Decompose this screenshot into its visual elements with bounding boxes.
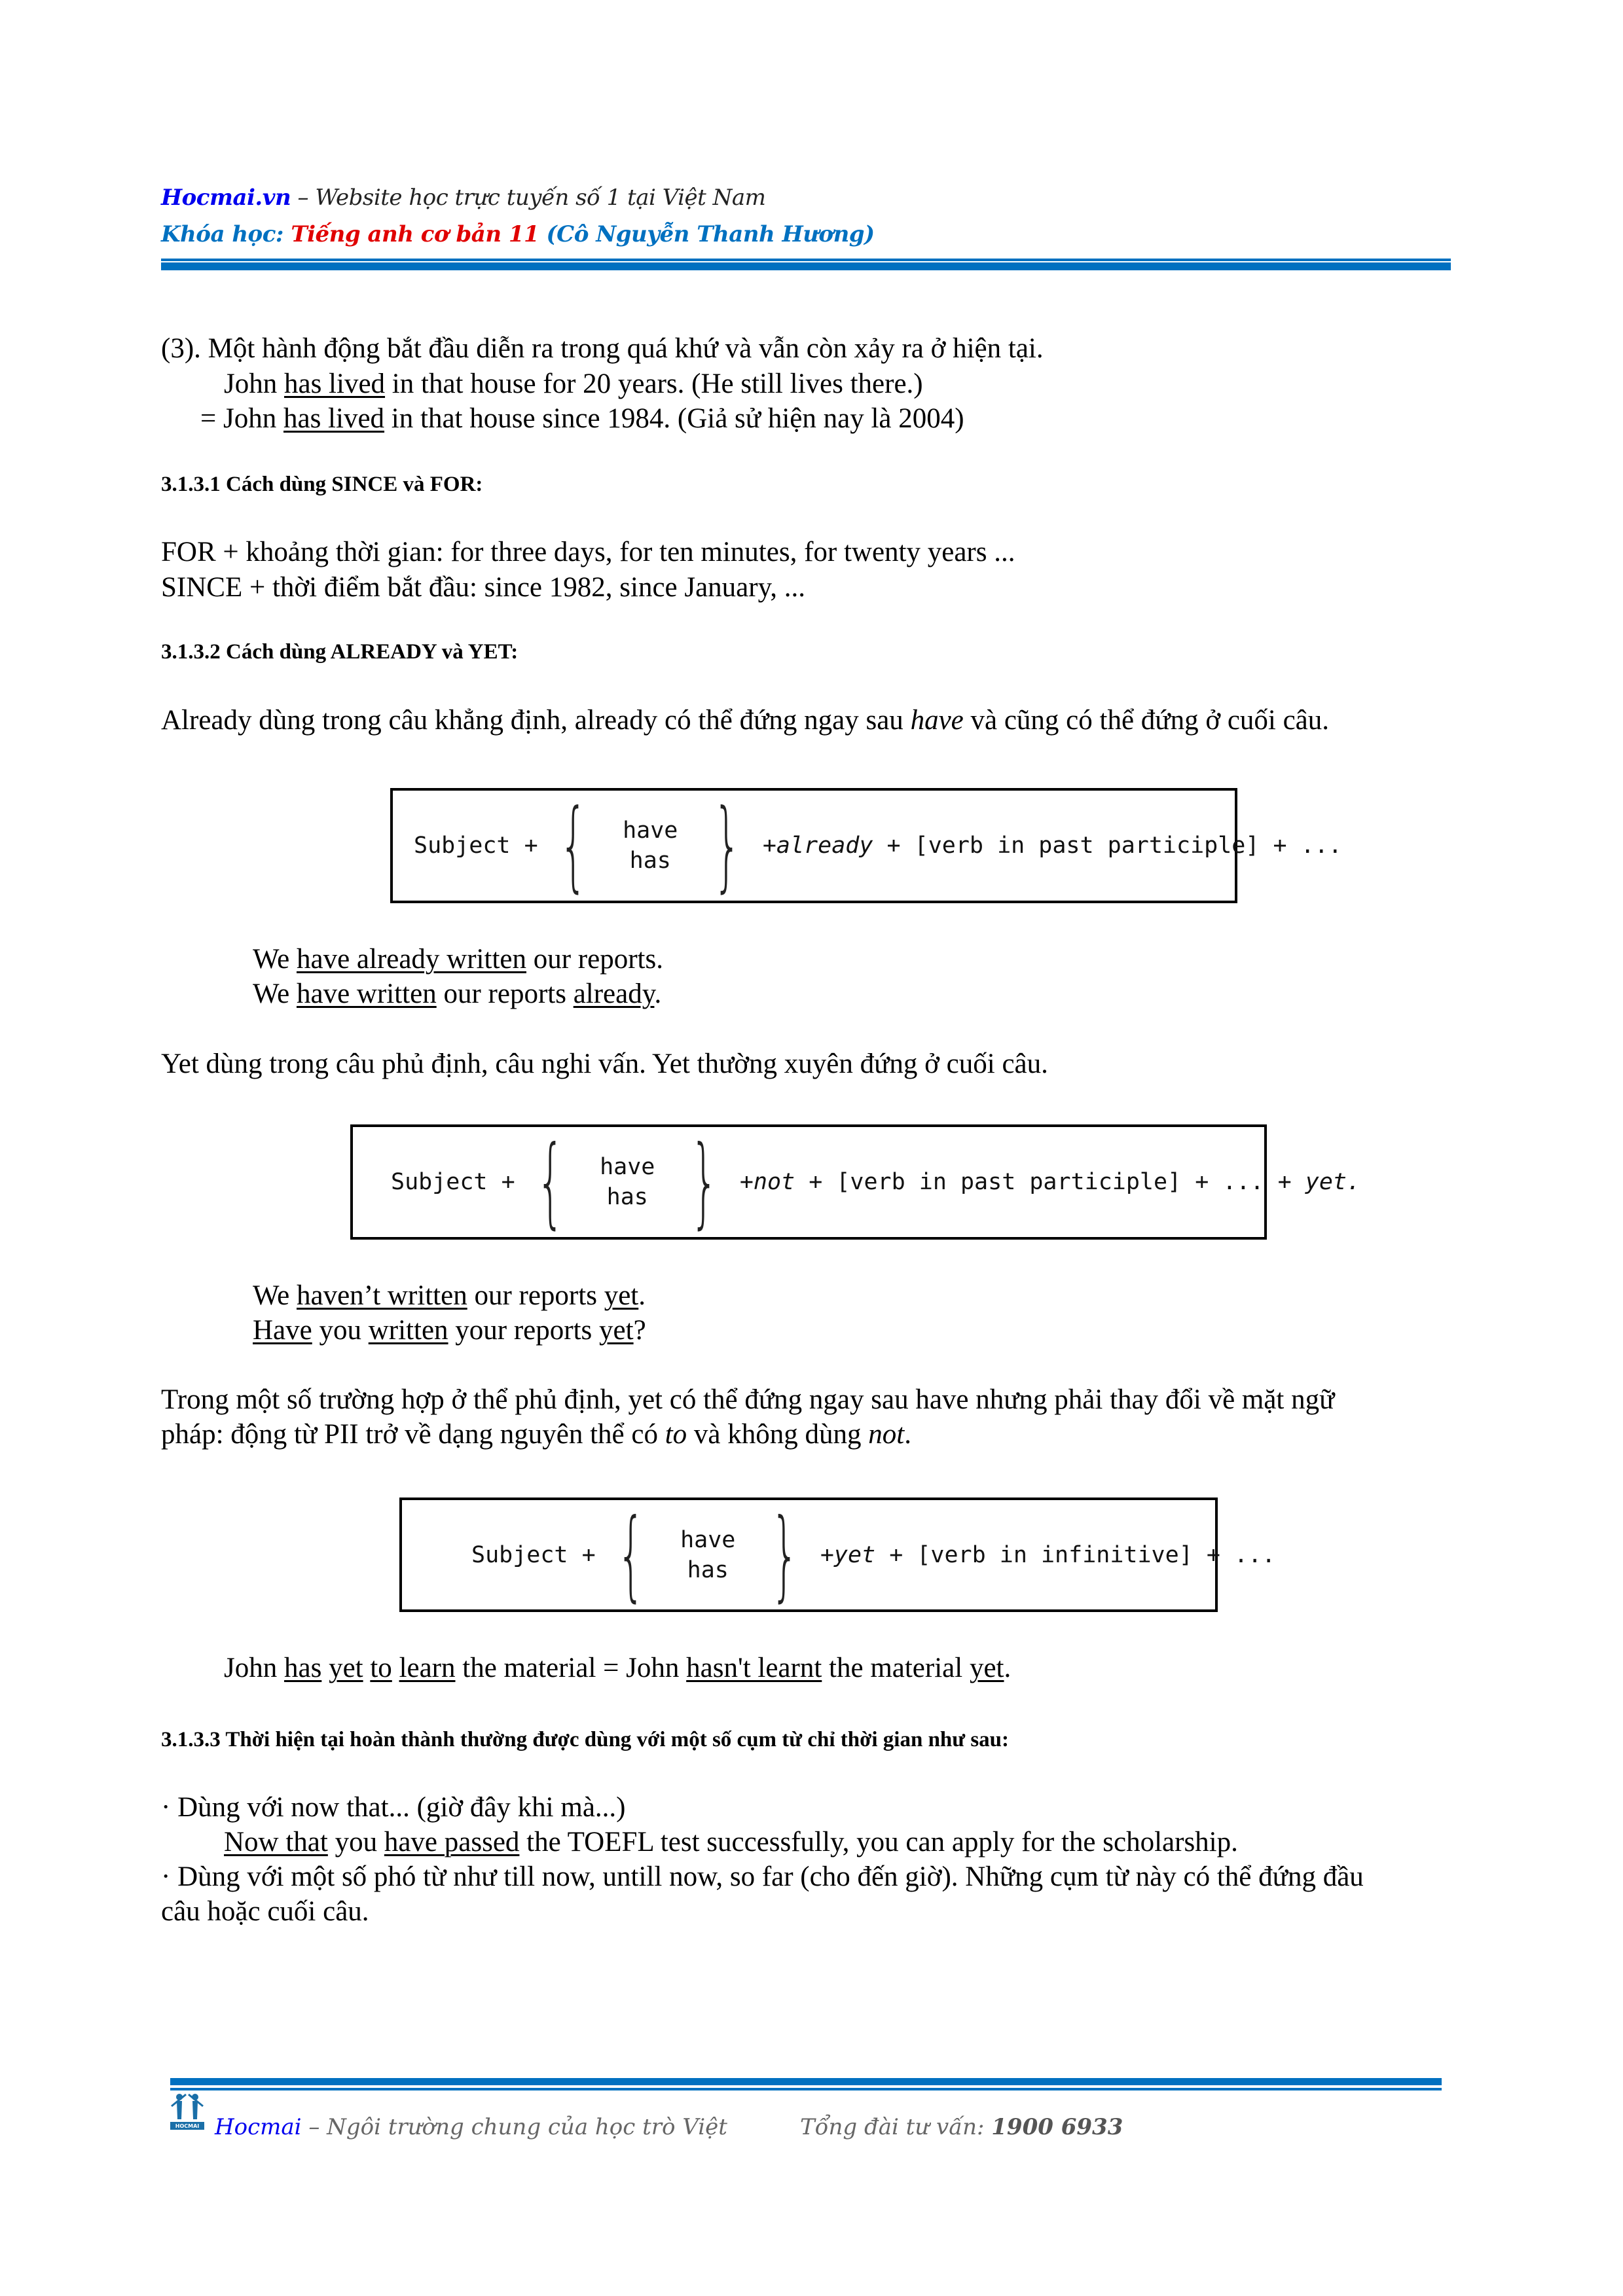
right-brace-icon: } bbox=[713, 789, 742, 903]
aux-has: has bbox=[687, 1556, 729, 1583]
text: . bbox=[654, 978, 662, 1009]
text: the material = John bbox=[455, 1653, 687, 1683]
underlined-word: yet bbox=[969, 1653, 1004, 1683]
footer-hotline bbox=[800, 2114, 1123, 2140]
hocmai-logo-icon bbox=[170, 2092, 204, 2130]
text: our reports. bbox=[526, 944, 663, 975]
yet-example-2 bbox=[253, 1314, 646, 1348]
underlined-word: already bbox=[573, 978, 655, 1009]
bullet-adverbs-line-2: câu hoặc cuối câu. bbox=[161, 1896, 369, 1927]
underlined-phrase: have passed bbox=[384, 1827, 520, 1857]
formula-line bbox=[414, 789, 1342, 903]
text: We bbox=[253, 944, 297, 975]
yet-description: Yet dùng trong câu phủ định, câu nghi vấn. Yet thường xuyên đứng ở cuối câu. bbox=[161, 1049, 1048, 1079]
space bbox=[363, 1653, 371, 1683]
text: Already dùng trong câu khẳng định, already có thể đứng ngay sau bbox=[161, 705, 911, 736]
aux-options bbox=[581, 1152, 673, 1212]
already-example-1 bbox=[253, 942, 663, 977]
already-description bbox=[161, 704, 1329, 738]
hotline-number[interactable]: 1900 6933 bbox=[991, 2114, 1123, 2140]
text: We bbox=[253, 978, 297, 1009]
course-teacher: (Cô Nguyễn Thanh Hương) bbox=[539, 221, 875, 247]
underlined-phrase: have already written bbox=[296, 944, 526, 975]
brace-group bbox=[519, 1125, 736, 1239]
underlined-word: yet bbox=[599, 1315, 634, 1346]
text: . bbox=[638, 1280, 646, 1311]
example-has-lived-1 bbox=[224, 367, 923, 401]
course-name: Tiếng anh cơ bản 11 bbox=[291, 221, 539, 247]
aux-have: have bbox=[600, 1154, 655, 1180]
formula-box-already bbox=[390, 788, 1342, 903]
yet-example-3 bbox=[224, 1651, 1011, 1685]
underlined-word: Have bbox=[253, 1315, 312, 1346]
formula-plus: + bbox=[739, 1169, 754, 1195]
text: your reports bbox=[448, 1315, 600, 1346]
aux-has: has bbox=[606, 1184, 648, 1210]
underlined-phrase: have written bbox=[296, 978, 437, 1009]
footer-rule-thick bbox=[170, 2078, 1442, 2085]
header-line-2 bbox=[161, 221, 875, 247]
formula-box-yet-infinitive bbox=[399, 1498, 1276, 1612]
bullet-adverbs-line-1: · Dùng với một số phó từ như till now, untill now, so far (cho đến giờ). Những cụm từ này có thể đứng đầu bbox=[161, 1861, 1364, 1892]
svg-text:HOCMAI: HOCMAI bbox=[175, 2123, 200, 2129]
underlined-verb: has lived bbox=[283, 403, 385, 434]
now-that-example bbox=[224, 1825, 1238, 1859]
formula-end-keyword: yet. bbox=[1305, 1169, 1361, 1195]
text: pháp: động từ PII trở về dạng nguyên thể có bbox=[161, 1419, 665, 1450]
underlined-word: written bbox=[368, 1315, 448, 1346]
text: = John bbox=[200, 403, 283, 434]
space bbox=[321, 1653, 329, 1683]
text: you bbox=[327, 1827, 384, 1857]
brace-group bbox=[542, 789, 759, 903]
text: We bbox=[253, 1280, 297, 1311]
header-rule-thin bbox=[161, 259, 1451, 261]
since-rule: SINCE + thời điểm bắt đầu: since 1982, since January, ... bbox=[161, 572, 806, 603]
text: và cũng có thể đứng ở cuối câu. bbox=[963, 705, 1330, 736]
underlined-phrase: Now that bbox=[224, 1827, 328, 1857]
text: the TOEFL test successfully, you can apply for the scholarship. bbox=[519, 1827, 1238, 1857]
underlined-word: yet bbox=[329, 1653, 363, 1683]
heading-time-phrases: 3.1.3.3 Thời hiện tại hoàn thành thường được dùng với một số cụm từ chỉ thời gian như sau: bbox=[161, 1728, 1010, 1751]
aux-has: has bbox=[629, 848, 671, 874]
footer-tagline: – Ngôi trường chung của học trò Việt bbox=[301, 2114, 727, 2140]
formula-subject: Subject + bbox=[414, 833, 538, 859]
left-brace-icon: { bbox=[536, 1125, 564, 1239]
text: in that house since 1984. (Giả sử hiện nay là 2004) bbox=[384, 403, 964, 434]
formula-plus: + bbox=[762, 833, 776, 859]
header-rule-thick bbox=[161, 262, 1451, 270]
underlined-verb: has lived bbox=[283, 368, 386, 399]
text: the material bbox=[822, 1653, 970, 1683]
italic-word: have bbox=[910, 705, 964, 736]
brace-group bbox=[600, 1498, 816, 1612]
text: our reports bbox=[436, 978, 574, 1009]
space bbox=[392, 1653, 399, 1683]
footer-brand-link[interactable]: Hocmai bbox=[215, 2114, 302, 2140]
formula-box-not-yet bbox=[350, 1124, 1361, 1240]
heading-since-for: 3.1.3.1 Cách dùng SINCE và FOR: bbox=[161, 473, 483, 496]
right-brace-icon: } bbox=[771, 1498, 799, 1612]
example-has-lived-2 bbox=[200, 402, 964, 436]
aux-options bbox=[604, 816, 696, 876]
left-brace-icon: { bbox=[558, 789, 587, 903]
formula-rest: + [verb in past participle] + ... + bbox=[795, 1169, 1305, 1195]
italic-word: to bbox=[665, 1419, 687, 1450]
formula-keyword: already bbox=[776, 833, 873, 859]
left-brace-icon: { bbox=[616, 1498, 645, 1612]
hotline-label: Tổng đài tư vấn: bbox=[800, 2114, 992, 2140]
formula-keyword: not bbox=[753, 1169, 795, 1195]
aux-have: have bbox=[680, 1526, 736, 1553]
footer-text bbox=[215, 2114, 727, 2140]
already-example-2 bbox=[253, 977, 661, 1011]
formula-keyword: yet bbox=[833, 1541, 876, 1568]
italic-word: not bbox=[868, 1419, 905, 1450]
header-brand-link[interactable]: Hocmai.vn bbox=[161, 185, 291, 211]
text: ? bbox=[633, 1315, 646, 1346]
section-3-title: (3). Một hành động bắt đầu diễn ra trong quá khứ và vẫn còn xảy ra ở hiện tại. bbox=[161, 333, 1044, 364]
formula-subject: Subject + bbox=[391, 1169, 515, 1195]
text: John bbox=[224, 368, 284, 399]
footer-rule-thin bbox=[170, 2088, 1442, 2090]
formula-subject: Subject + bbox=[471, 1541, 596, 1568]
yet-example-1 bbox=[253, 1279, 646, 1313]
underlined-word: learn bbox=[399, 1653, 456, 1683]
text: John bbox=[224, 1653, 284, 1683]
aux-options bbox=[662, 1525, 754, 1585]
underlined-word: to bbox=[370, 1653, 392, 1683]
text: . bbox=[904, 1419, 911, 1450]
formula-line bbox=[391, 1125, 1361, 1239]
header-line-1 bbox=[161, 185, 765, 211]
text: in that house for 20 years. (He still lives there.) bbox=[385, 368, 923, 399]
underlined-word: yet bbox=[604, 1280, 639, 1311]
formula-rest: + [verb in past participle] + ... bbox=[873, 833, 1342, 859]
text: và không dùng bbox=[687, 1419, 869, 1450]
yet-special-line-1: Trong một số trường hợp ở thể phủ định, yet có thể đứng ngay sau have nhưng phải thay đổi về mặt ngữ bbox=[161, 1384, 1335, 1415]
underlined-word: has bbox=[283, 1653, 322, 1683]
text: . bbox=[1004, 1653, 1012, 1683]
yet-special-line-2 bbox=[161, 1418, 911, 1452]
header-tagline: – Website học trực tuyến số 1 tại Việt Nam bbox=[291, 185, 766, 211]
aux-have: have bbox=[623, 817, 678, 844]
bullet-now-that: · Dùng với now that... (giờ đây khi mà...) bbox=[161, 1792, 626, 1823]
text: our reports bbox=[467, 1280, 604, 1311]
formula-line bbox=[471, 1498, 1276, 1612]
course-label: Khóa học: bbox=[161, 221, 291, 247]
underlined-phrase: hasn't learnt bbox=[686, 1653, 822, 1683]
heading-already-yet: 3.1.3.2 Cách dùng ALREADY và YET: bbox=[161, 640, 519, 664]
underlined-phrase: haven’t written bbox=[296, 1280, 467, 1311]
text: you bbox=[312, 1315, 369, 1346]
right-brace-icon: } bbox=[690, 1125, 719, 1239]
formula-plus: + bbox=[820, 1541, 834, 1568]
formula-rest: + [verb in infinitive] + ... bbox=[875, 1541, 1276, 1568]
for-rule: FOR + khoảng thời gian: for three days, for ten minutes, for twenty years ... bbox=[161, 537, 1015, 567]
